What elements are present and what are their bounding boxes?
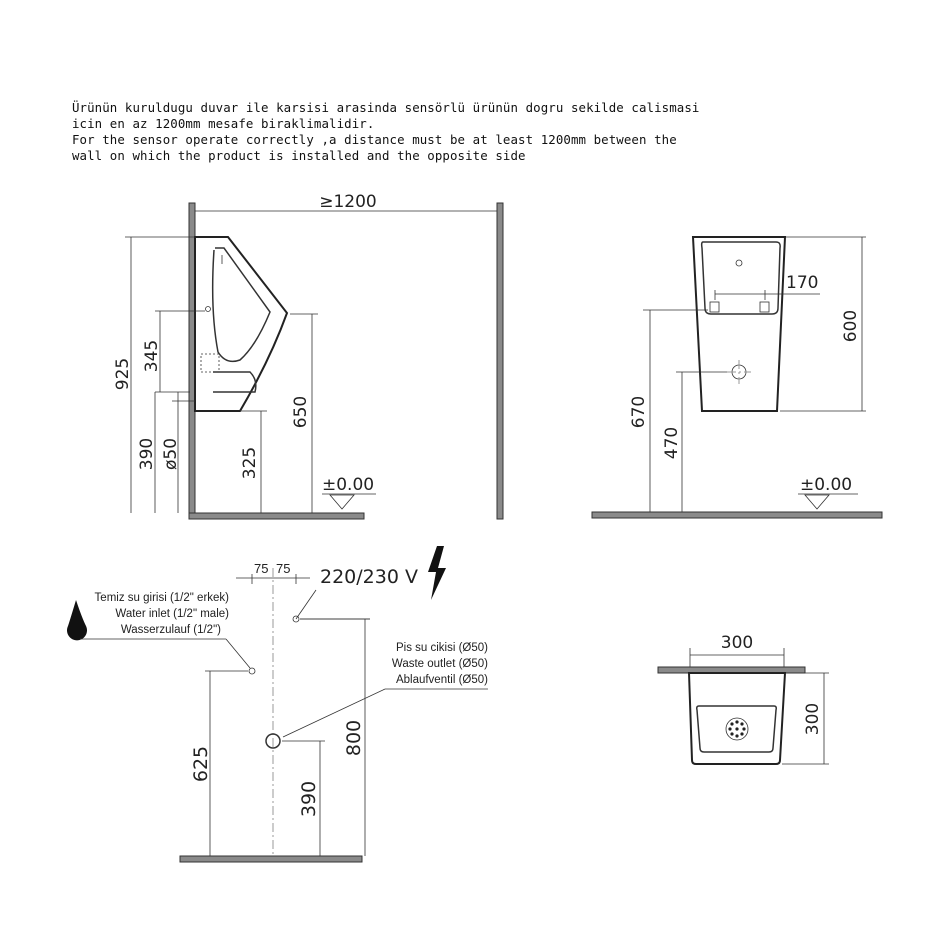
clearance-label: ≥1200 — [319, 192, 377, 212]
dim-300w-label: 300 — [720, 633, 754, 653]
urinal-front-outline — [693, 237, 785, 411]
drain-grate-icon — [726, 718, 748, 740]
lightning-bolt-icon — [428, 546, 446, 600]
water-inlet-en: Water inlet (1/2" male) — [115, 608, 229, 620]
water-inlet-tr: Temiz su girisi (1/2" erkek) — [94, 592, 229, 604]
offset-right-label: 75 — [276, 561, 291, 576]
water-inlet-de: Wasserzulauf (1/2") — [120, 624, 221, 636]
floor-left — [189, 513, 364, 519]
front-view — [592, 237, 882, 518]
front-level-marker — [805, 495, 829, 509]
urinal-top-outline — [689, 673, 785, 764]
urinal-side-profile — [195, 237, 287, 411]
dim-625-label: 625 — [190, 745, 212, 783]
opposite-wall — [497, 203, 503, 519]
level-label: ±0.00 — [322, 475, 375, 495]
dim-ø50-label: ø50 — [161, 437, 181, 471]
dim-390b-label: 390 — [298, 780, 320, 818]
dim-300d-label: 300 — [803, 702, 823, 736]
floor-right — [592, 512, 882, 518]
floor-bottom — [180, 856, 362, 862]
dim-650-label: 650 — [291, 395, 311, 429]
dim-800-label: 800 — [343, 719, 365, 757]
note-english-line-2: wall on which the product is installed and the opposite side — [72, 148, 526, 163]
water-inlet-point — [249, 668, 255, 674]
water-drop-icon — [67, 600, 87, 640]
dim-345-label: 345 — [142, 339, 162, 373]
side-view — [113, 192, 503, 519]
note-turkish-line-1: Ürünün kuruldugu duvar ile karsisi arasinda sensörlü ürünün dogru sekilde calismasi — [72, 100, 700, 115]
offset-left-label: 75 — [254, 561, 269, 576]
dim-470-label: 470 — [662, 426, 682, 460]
waste-outlet-tr: Pis su cikisi (Ø50) — [395, 642, 488, 654]
level-marker — [330, 495, 354, 509]
top-view — [658, 633, 829, 764]
waste-outlet-en: Waste outlet (Ø50) — [391, 658, 488, 670]
note-english-line-1: For the sensor operate correctly ,a distance must be at least 1200mm between the — [72, 132, 677, 147]
installation-layout — [67, 546, 488, 862]
voltage-label: 220/230 V — [320, 566, 418, 588]
dim-325-label: 325 — [240, 446, 260, 480]
dim-925-label: 925 — [113, 357, 133, 391]
dim-600-label: 600 — [841, 309, 861, 343]
dim-170-label: 170 — [786, 273, 819, 293]
dim-670-label: 670 — [629, 395, 649, 429]
front-level-label: ±0.00 — [800, 475, 853, 495]
waste-outlet-de: Ablaufventil (Ø50) — [395, 674, 488, 686]
dim-390-label: 390 — [137, 437, 157, 471]
note-turkish-line-2: icin en az 1200mm mesafe biraklimalidir. — [72, 116, 375, 131]
